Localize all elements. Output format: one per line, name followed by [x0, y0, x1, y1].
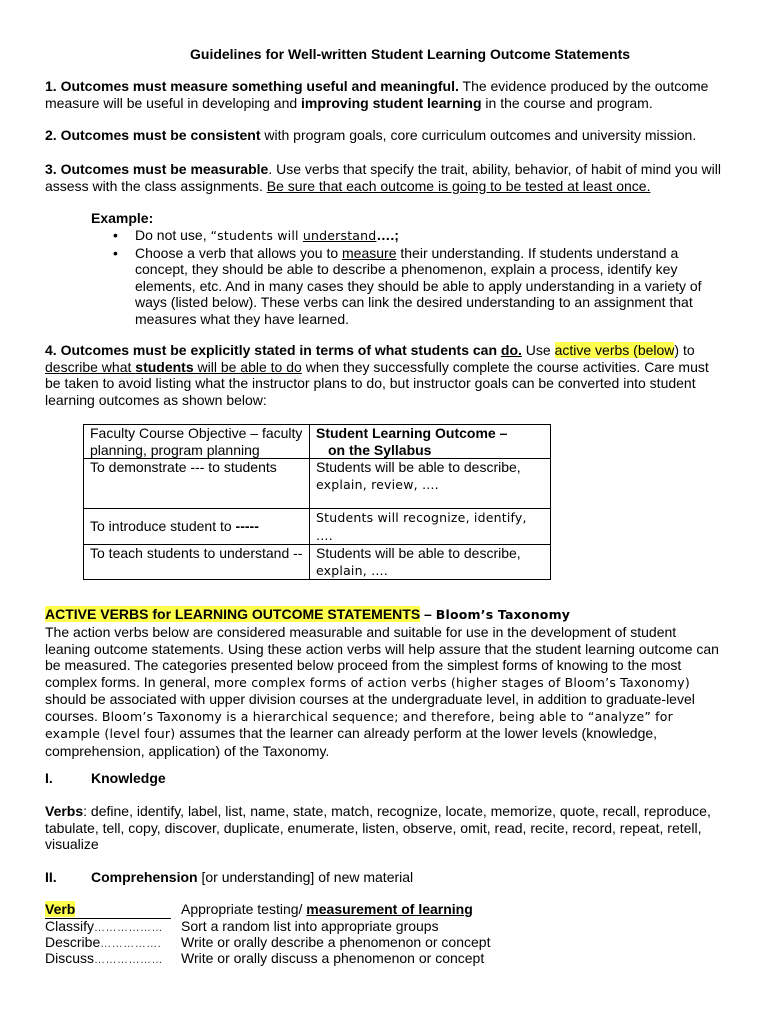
- guideline-2-heading: 2. Outcomes must be consistent: [45, 127, 261, 143]
- guideline-2-text: with program goals, core curriculum outcomes and university mission.: [260, 127, 697, 143]
- guideline-3-heading: 3. Outcomes must be measurable: [45, 161, 269, 177]
- list-item: [107, 227, 707, 245]
- guideline-4-heading: 4. Outcomes must be explicitly stated in terms of what students can: [45, 342, 501, 358]
- table-cell-text: To introduce student to: [90, 518, 236, 535]
- bullet-1-quote: “students will: [210, 228, 303, 243]
- guideline-1-emphasis: improving student learning: [301, 94, 482, 111]
- verb-label: Verb: [45, 901, 76, 917]
- table-cell-text: Students will recognize, identify, ….: [316, 510, 527, 543]
- active-verbs-text-4: Bloom’s Taxonomy is a hierarchical sequence; and therefore, being able to “analyze” for example (level four): [45, 708, 673, 741]
- guideline-4-students: students: [135, 358, 194, 375]
- guideline-3-underlined: Be sure that each outcome is going to be tested at least once.: [266, 177, 651, 194]
- example-list: [107, 227, 707, 327]
- guideline-4-text-2: ) to: [674, 342, 695, 358]
- bullet-2-text-end: their understanding. If students understand a concept, they should be able to describe a phenomenon, explain a process, identify key elements, etc. And in many cases they should be able to apply understanding in a variety of ways (listed below). These verbs can link the desired understanding to an assignment that measures what they have learned.: [135, 244, 702, 327]
- guideline-4: [45, 342, 725, 408]
- guideline-1-text: The evidence produced by the outcome measure will be useful in developing and: [45, 78, 709, 111]
- knowledge-numeral: [45, 770, 53, 787]
- guideline-4-underlined-1: describe what: [45, 358, 136, 375]
- guideline-3: [45, 161, 725, 194]
- bullet-2-underlined: measure: [342, 244, 397, 261]
- measurement-label: measurement of learning: [306, 901, 473, 917]
- table-row: [84, 545, 551, 580]
- bullet-1-underlined: understand: [302, 228, 377, 243]
- table-header-outcome: [310, 425, 551, 459]
- guideline-4-highlight: active verbs (below: [554, 342, 675, 358]
- table-cell-line1: Students will be able to describe,: [316, 459, 521, 475]
- testing-column-header: [181, 901, 473, 918]
- guideline-4-text: Use: [521, 342, 555, 358]
- table-cell: To demonstrate --- to students: [84, 459, 310, 509]
- table-row: [84, 425, 551, 459]
- comprehension-numeral: [45, 869, 57, 886]
- knowledge-verbs: [45, 803, 725, 853]
- table-row: [45, 918, 725, 935]
- table-row: [45, 934, 725, 951]
- table-cell-line2: explain, ….: [316, 562, 388, 578]
- leader-dots: ………………: [94, 922, 164, 934]
- guideline-4-text-3: when they successfully complete the course activities. Care must be taken to avoid listing what the instructor plans to do, but instructor goals can be converted into student learning outcomes as shown below:: [45, 358, 709, 408]
- verb-column-header: [45, 901, 171, 919]
- bullet-1-text: Do not use,: [135, 227, 211, 243]
- bullet-1-end: ….;: [376, 227, 399, 243]
- guideline-4-underlined-2: will be able to do: [193, 358, 302, 375]
- example-heading: Example:: [91, 210, 154, 226]
- leader-dots: ………………: [94, 954, 164, 966]
- active-verbs-text-5: assumes that the learner can already perform at the lower levels (knowledge, comprehension, application) of the Taxonomy.: [45, 725, 658, 759]
- list-item: [107, 245, 707, 328]
- comprehension-heading: [91, 869, 413, 886]
- testing-label: Appropriate testing/: [181, 901, 307, 917]
- table-cell: [310, 509, 551, 545]
- table-cell: [84, 509, 310, 545]
- comprehension-title: Comprehension: [91, 869, 198, 885]
- knowledge-verbs-list: : define, identify, label, list, name, state, match, recognize, locate, memorize, quote, recall, reproduce, tabulate, tell, copy, discover, duplicate, enumerate, listen, observe, omit, read, recite, record, repeat, retell, visualize: [45, 803, 711, 852]
- table-row: [45, 950, 725, 967]
- testing-description: Write or orally discuss a phenomenon or concept: [181, 950, 485, 966]
- active-verbs-heading: [45, 606, 570, 624]
- verb-text: Classify: [45, 918, 95, 934]
- guideline-1: [45, 78, 725, 111]
- objective-outcome-table: [83, 424, 551, 580]
- table-cell: [310, 459, 551, 509]
- knowledge-heading: [91, 770, 166, 787]
- table-cell: To teach students to understand --: [84, 545, 310, 580]
- knowledge-title: Knowledge: [91, 770, 166, 786]
- leader-dots: …………….: [100, 938, 162, 950]
- document-title: Guidelines for Well-written Student Learning Outcome Statements: [190, 46, 631, 62]
- active-verbs-text-1: The action verbs below are considered measurable and suitable for use in the development of student leaning outcome statements. Using these action verbs will help assure that the student learning outcome can be measured. The categories presented below proceed from the simplest forms of knowing to the most complex forms. In general,: [45, 624, 719, 690]
- table-header-outcome-line2: on the Syllabus: [328, 441, 432, 458]
- active-verbs-dash: –: [420, 606, 436, 622]
- comprehension-roman: II.: [45, 869, 57, 885]
- guideline-1-heading: 1. Outcomes must measure something useful and meaningful.: [45, 78, 459, 94]
- verb-text: Discuss: [45, 950, 95, 966]
- table-cell-dashes: -----: [235, 518, 259, 535]
- testing-description: Sort a random list into appropriate groups: [181, 918, 439, 934]
- verb-text: Describe: [45, 934, 101, 950]
- guideline-3-text: . Use verbs that specify the trait, ability, behavior, of habit of mind you will assess with the class assignments.: [45, 161, 721, 194]
- comprehension-subtitle: [or understanding] of new material: [197, 869, 414, 885]
- guideline-4-do: do.: [500, 342, 522, 358]
- testing-description: Write or orally describe a phenomenon or concept: [181, 934, 491, 950]
- table-cell-line2: explain, review, ….: [316, 476, 439, 492]
- active-verbs-text-2: more complex forms of action verbs (higher stages of Bloom’s Taxonomy): [213, 674, 690, 690]
- table-row: [84, 509, 551, 545]
- table-cell: [310, 545, 551, 580]
- table-header-outcome-line1: Student Learning Outcome –: [316, 425, 508, 441]
- guideline-1-text-end: in the course and program.: [481, 94, 653, 111]
- verb-cell: [45, 950, 171, 969]
- guideline-2: [45, 127, 725, 144]
- active-verbs-highlight: ACTIVE VERBS for LEARNING OUTCOME STATEMENTS: [45, 606, 421, 622]
- table-cell-line1: Students will be able to describe,: [316, 545, 521, 561]
- table-row: [84, 459, 551, 509]
- verb-table-header: [45, 901, 725, 918]
- knowledge-roman: I.: [45, 770, 53, 786]
- active-verbs-paragraph: [45, 624, 725, 759]
- knowledge-verbs-label: Verbs: [45, 803, 84, 819]
- blooms-taxonomy-label: Bloom’s Taxonomy: [435, 607, 571, 622]
- table-header-objective: Faculty Course Objective – faculty planning, program planning: [84, 425, 310, 459]
- bullet-2-text: Choose a verb that allows you to: [135, 244, 343, 261]
- active-verbs-text-3: should be associated with upper division courses at the undergraduate level, in addition to graduate-level courses.: [45, 691, 695, 724]
